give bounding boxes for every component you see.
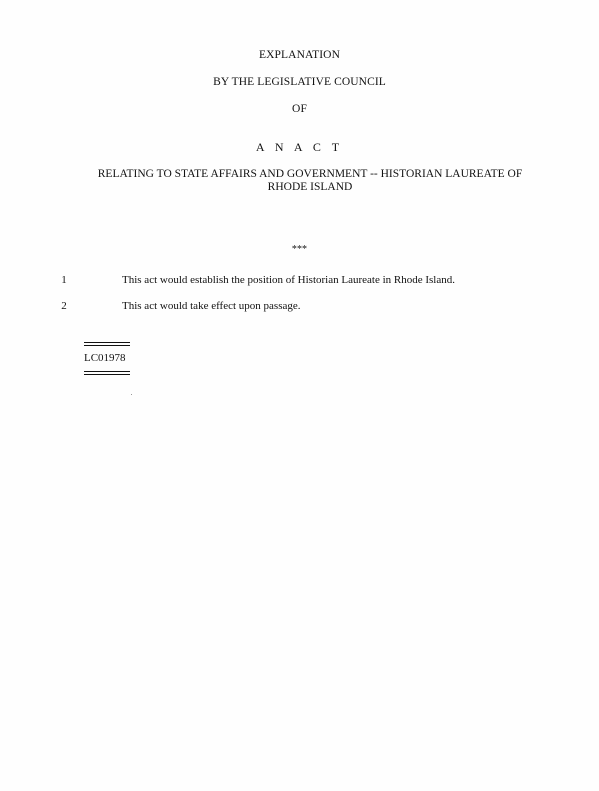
act-heading: A N A C T xyxy=(255,140,344,154)
council-heading: BY THE LEGISLATIVE COUNCIL xyxy=(213,76,386,88)
relating-title xyxy=(60,168,560,194)
relating-title-line-1: RELATING TO STATE AFFAIRS AND GOVERNMENT -- HISTORIAN LAUREATE OF xyxy=(97,168,523,180)
lc-code: LC01978 xyxy=(84,352,126,364)
scan-speck xyxy=(131,394,132,395)
double-rule-top xyxy=(84,342,130,346)
relating-title-line-2: RHODE ISLAND xyxy=(267,181,353,193)
line-number: 2 xyxy=(61,300,67,312)
line-text: This act would take effect upon passage. xyxy=(122,300,301,312)
line-number: 1 xyxy=(61,274,67,286)
double-rule-bottom xyxy=(84,371,130,375)
explanation-heading: EXPLANATION xyxy=(259,49,340,61)
lc-code-block xyxy=(84,342,130,375)
line-text: This act would establish the position of Historian Laureate in Rhode Island. xyxy=(122,274,455,286)
of-heading: OF xyxy=(292,103,307,115)
section-separator: *** xyxy=(291,244,308,255)
